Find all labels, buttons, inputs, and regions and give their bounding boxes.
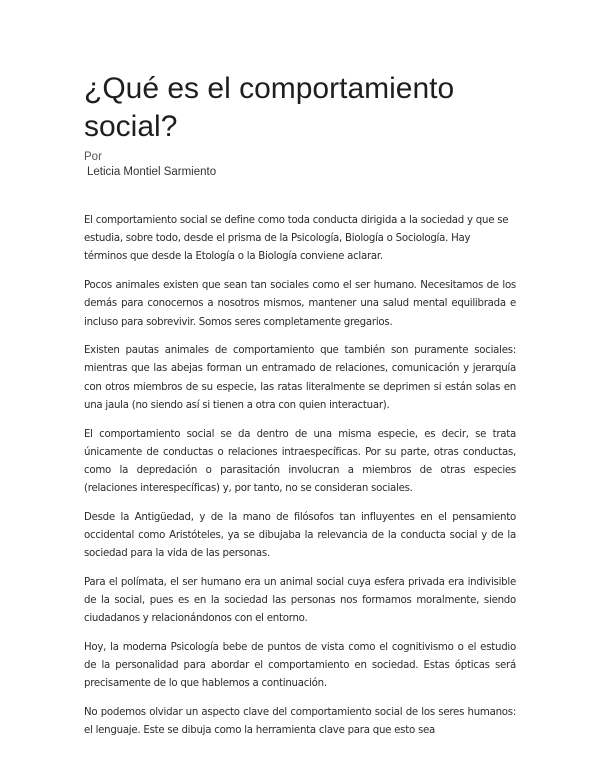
article-body [84,212,516,751]
paragraph: Existen pautas animales de comportamiento que también son puramente sociales: mientras que las abejas forman un entramado de relaciones, comunicación y jerarquía con otros miembros de su especie, las ratas literalmente se deprimen si están solas en una jaula (no siendo así si tienen a otra con quien interactuar). [84,345,516,411]
page-title: ¿Qué es el comportamiento social? [84,72,455,143]
paragraph: El comportamiento social se define como toda conducta dirigida a la sociedad y que se estudia, sobre todo, desde el prisma de la Psicología, Biología o Sociología. Hay términos que desde la Etología o la Biología conviene aclarar. [84,215,509,263]
byline-label: Por [84,151,102,163]
paragraph: Hoy, la moderna Psicología bebe de puntos de vista como el cognitivismo o el estudio de la personalidad para abordar el comportamiento en sociedad. Estas ópticas será precisamente de lo que hablemos a continuación. [84,642,516,690]
paragraph: Para el polímata, el ser humano era un animal social cuya esfera privada era indivisible de la social, pues es en la sociedad las personas nos formamos moralmente, siendo ciudadanos y relacionándonos con el entorno. [84,576,516,625]
paragraph: El comportamiento social se da dentro de una misma especie, es decir, se trata únicamente de conductas o relaciones intraespecíficas. Por su parte, otras conductas, como la depredación o parasitación involucran a miembros de otras especies (relaciones interespecíficas) y, por tanto, no se consideran sociales. [84,428,516,495]
paragraph: Desde la Antigüedad, y de la mano de filósofos tan influyentes en el pensamiento occidental como Aristóteles, ya se dibujaba la relevancia de la conducta social y de la sociedad para la vida de las personas. [84,511,516,560]
paragraph: No podemos olvidar un aspecto clave del comportamiento social de los seres humanos: el lenguaje. Este se dibuja como la herramienta clave para que esto sea [84,707,516,737]
author-name: Leticia Montiel Sarmiento [87,166,217,178]
paragraph: Pocos animales existen que sean tan sociales como el ser humano. Necesitamos de los demás para conocernos a nosotros mismos, mantener una salud mental equilibrada e incluso para sobrevivir. Somos seres completamente gregarios. [84,280,516,328]
